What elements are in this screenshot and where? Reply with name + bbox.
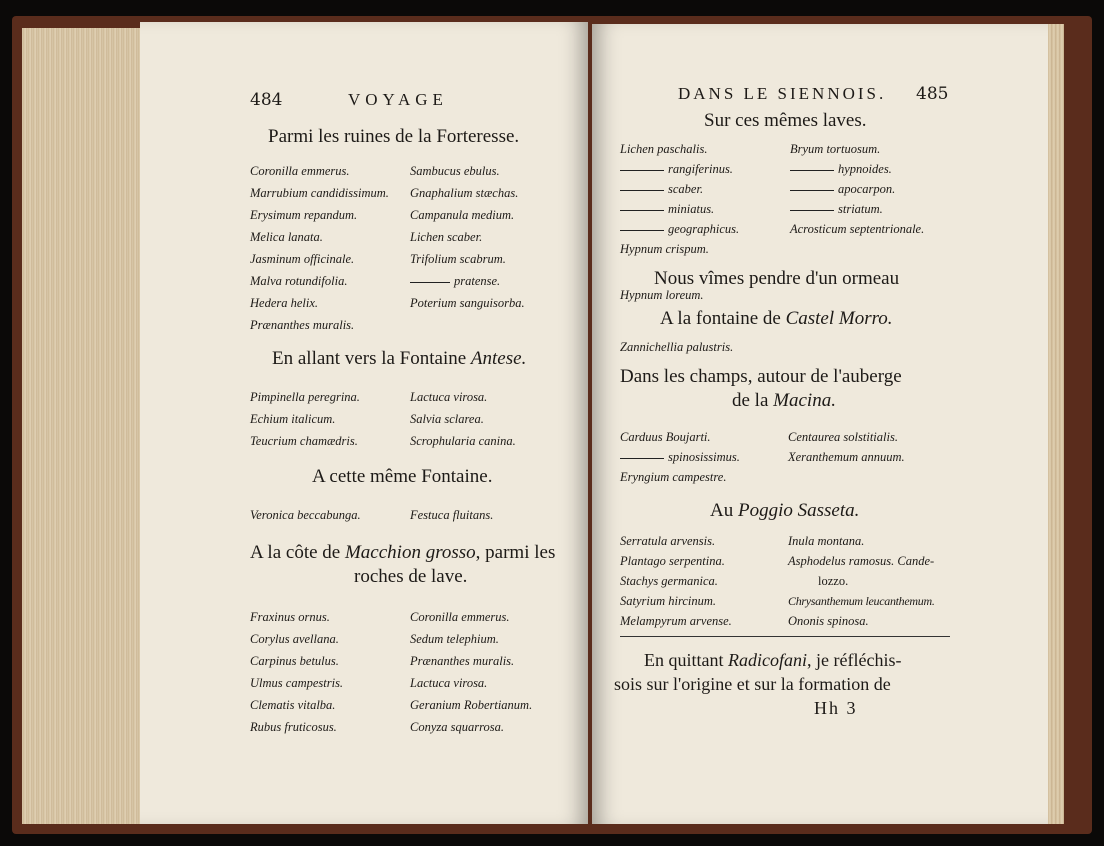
plant-name: Echium italicum. bbox=[250, 412, 336, 426]
section-rule bbox=[620, 636, 950, 637]
plant-name: Asphodelus ramosus. Cande- bbox=[788, 554, 935, 568]
plant-name: Festuca fluitans. bbox=[410, 508, 494, 522]
plant-name: Gnaphalium stæchas. bbox=[410, 186, 519, 200]
plant-name: Sedum telephium. bbox=[410, 632, 499, 646]
plant-name: Lactuca virosa. bbox=[410, 390, 488, 404]
plant-name: Campanula medium. bbox=[410, 208, 515, 222]
section-heading: Dans les champs, autour de l'auberge bbox=[620, 366, 902, 387]
plant-name: Hedera helix. bbox=[250, 296, 319, 310]
plant-name: Lichen scaber. bbox=[410, 230, 483, 244]
plant-name-ditto: pratense. bbox=[454, 274, 501, 288]
section-heading: Nous vîmes pendre d'un ormeau bbox=[654, 268, 900, 289]
body-text-line: En quittant Radicofani, je réfléchis- bbox=[644, 650, 902, 670]
plant-name: Teucrium chamædris. bbox=[250, 434, 358, 448]
page-number-left: 484 bbox=[250, 90, 283, 110]
plant-name bbox=[410, 274, 500, 289]
plant-name: Lactuca virosa. bbox=[410, 676, 488, 690]
section-heading: Sur ces mêmes laves. bbox=[704, 110, 867, 131]
plant-name: Hypnum crispum. bbox=[620, 242, 709, 256]
section-heading-line2: de la Macina. bbox=[732, 390, 836, 411]
plant-name: Melica lanata. bbox=[250, 230, 323, 244]
plant-name: Jasminum officinale. bbox=[250, 252, 355, 266]
plant-name: Plantago serpentina. bbox=[620, 554, 725, 568]
plant-name: Fraxinus ornus. bbox=[250, 610, 330, 624]
plant-name: Coronilla emmerus. bbox=[250, 164, 350, 178]
body-text-line: sois sur l'origine et sur la formation de bbox=[614, 674, 891, 694]
plant-name-continuation: lozzo. bbox=[818, 574, 849, 588]
signature-mark: Hh 3 bbox=[814, 698, 858, 718]
plant-name: Melampyrum arvense. bbox=[620, 614, 732, 628]
section-heading: A la fontaine de Castel Morro. bbox=[660, 308, 893, 329]
plant-name: Acrosticum septentrionale. bbox=[790, 222, 925, 236]
plant-name: Eryngium campestre. bbox=[620, 470, 727, 484]
plant-name: Lichen paschalis. bbox=[620, 142, 708, 156]
plant-name: Prænanthes muralis. bbox=[410, 654, 515, 668]
plant-name: spinosissimus. bbox=[620, 450, 740, 465]
page-number-right: 485 bbox=[916, 84, 949, 104]
plant-name: Prænanthes muralis. bbox=[250, 318, 355, 332]
plant-name: Conyza squarrosa. bbox=[410, 720, 504, 734]
plant-name: rangiferinus. bbox=[620, 162, 733, 177]
plant-name: Salvia sclarea. bbox=[410, 412, 484, 426]
plant-name: scaber. bbox=[620, 182, 703, 197]
plant-name: striatum. bbox=[790, 202, 883, 217]
section-heading: A cette même Fontaine. bbox=[312, 466, 493, 487]
plant-name: Rubus fruticosus. bbox=[250, 720, 337, 734]
plant-name: Corylus avellana. bbox=[250, 632, 339, 646]
section-heading: Parmi les ruines de la Forteresse. bbox=[268, 126, 520, 147]
plant-name: Clematis vitalba. bbox=[250, 698, 336, 712]
section-heading: En allant vers la Fontaine Antese. bbox=[272, 348, 527, 369]
plant-name: Trifolium scabrum. bbox=[410, 252, 506, 266]
plant-name: Scrophularia canina. bbox=[410, 434, 516, 448]
section-heading: Au Poggio Sasseta. bbox=[710, 500, 860, 521]
plant-name: apocarpon. bbox=[790, 182, 895, 197]
plant-name: miniatus. bbox=[620, 202, 714, 217]
plant-name: hypnoides. bbox=[790, 162, 892, 177]
plant-name: Chrysanthemum leucanthemum. bbox=[788, 594, 935, 608]
plant-name: Satyrium hircinum. bbox=[620, 594, 717, 608]
plant-name: Sambucus ebulus. bbox=[410, 164, 500, 178]
section-heading: A la côte de Macchion grosso, parmi les bbox=[250, 542, 556, 563]
plant-name: Xeranthemum annuum. bbox=[788, 450, 905, 464]
plant-name: Zannichellia palustris. bbox=[620, 340, 734, 354]
plant-name: Carpinus betulus. bbox=[250, 654, 339, 668]
plant-name: Stachys germanica. bbox=[620, 574, 718, 588]
plant-name: Carduus Boujarti. bbox=[620, 430, 711, 444]
plant-name: Malva rotundifolia. bbox=[250, 274, 348, 288]
running-head-right: DANS LE SIENNOIS. bbox=[678, 84, 887, 103]
right-page bbox=[592, 24, 1048, 824]
plant-name: Veronica beccabunga. bbox=[250, 508, 361, 522]
plant-name: Inula montana. bbox=[788, 534, 865, 548]
plant-name: Poterium sanguisorba. bbox=[410, 296, 525, 310]
running-head-left: VOYAGE bbox=[348, 90, 448, 109]
plant-name: Erysimum repandum. bbox=[250, 208, 358, 222]
plant-name: Serratula arvensis. bbox=[620, 534, 716, 548]
plant-name: Bryum tortuosum. bbox=[790, 142, 881, 156]
left-page bbox=[140, 22, 588, 824]
plant-name: Coronilla emmerus. bbox=[410, 610, 510, 624]
plant-name: Ononis spinosa. bbox=[788, 614, 869, 628]
plant-name: geographicus. bbox=[620, 222, 739, 237]
plant-name: Ulmus campestris. bbox=[250, 676, 344, 690]
plant-name: Geranium Robertianum. bbox=[410, 698, 533, 712]
page-edges-left bbox=[22, 28, 150, 824]
plant-name: Pimpinella peregrina. bbox=[250, 390, 360, 404]
section-heading-line2: roches de lave. bbox=[354, 566, 468, 587]
plant-name: Hypnum loreum. bbox=[620, 288, 704, 302]
plant-name: Centaurea solstitialis. bbox=[788, 430, 898, 444]
plant-name: Marrubium candidissimum. bbox=[250, 186, 389, 200]
